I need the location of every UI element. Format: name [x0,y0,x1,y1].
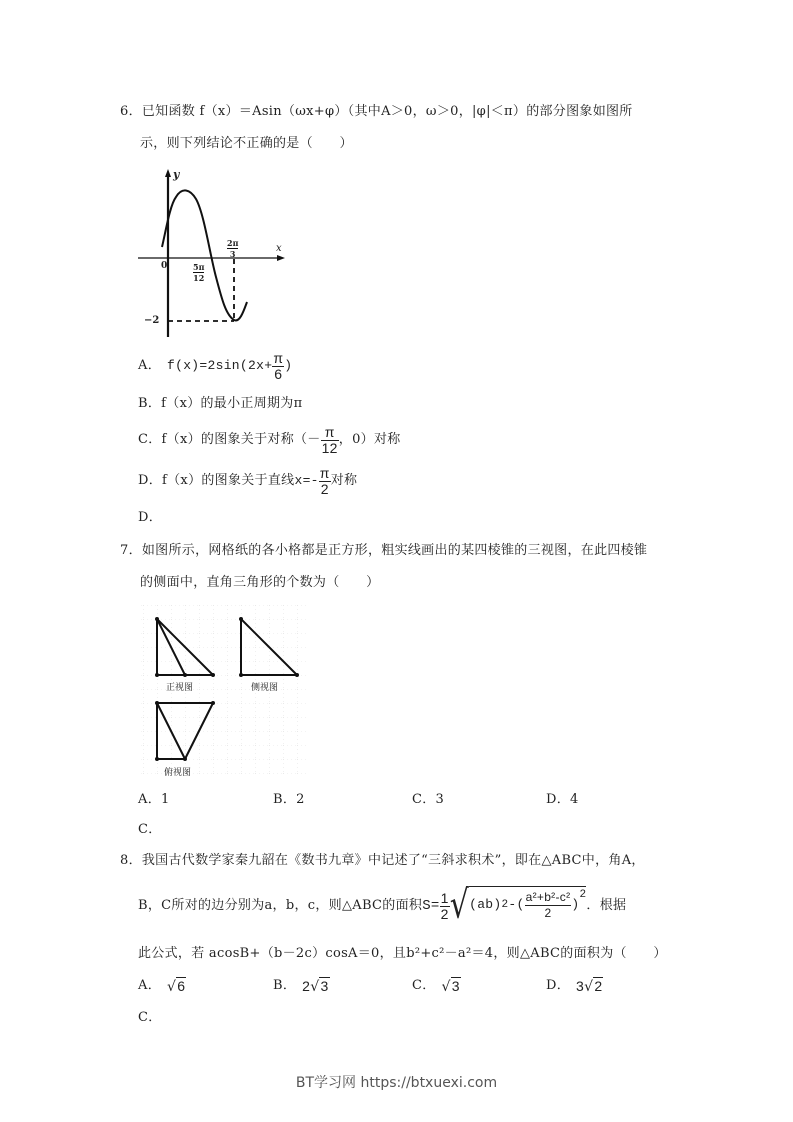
fraction-one-half: $\frac{1}{2}$ [440,889,449,922]
option-label: A． [138,978,161,993]
q6-option-c [138,422,401,458]
q7-option-d: D．4 [546,792,579,807]
close-paren: ) [571,897,580,912]
q8-option-a [138,977,186,995]
sqrt-expression: √6 [167,978,186,995]
option-label: A． [138,358,161,373]
outer-exponent: 2 [579,889,587,901]
top-view-label: 俯视图 [164,768,192,778]
minus-paren: -( [508,897,525,912]
radical-icon: √ [449,882,470,929]
exponent: 2 [501,899,509,911]
radical-icon: √ [584,979,594,995]
q8-line2-text: B，C所对的边分别为a，b，c，则△ABC的面积 [138,898,423,913]
q7-three-view-figure [138,605,308,780]
q6-sine-graph [130,165,300,340]
side-view-label: 侧视图 [251,683,279,693]
option-a-expression: f(x)=2sin(2x+ [167,358,273,373]
ab-term: (ab) [469,897,502,912]
q8-stem-line1: 8．我国古代数学家秦九韶在《数书九章》中记述了“三斜求积术”，即在△ABC中，角A， [120,853,645,868]
q6-stem-line1: 6．已知函数 f（x）＝Asin（ωx+φ）（其中A＞0，ω＞0，|φ|＜π）的部分图象如图所 [120,104,633,119]
x-axis-label: x [276,243,282,254]
radical-icon: √ [441,979,451,995]
sqrt-expression: √3 [441,978,460,995]
option-label: D． [546,978,571,993]
q7-option-c: C．3 [412,792,445,807]
option-label: B． [273,978,297,993]
q7-option-a: A．1 [138,792,170,807]
q8-option-c [412,977,461,995]
q6-answer: D． [138,510,163,525]
q7-option-b: B．2 [273,792,305,807]
formula-s: S= [422,898,440,914]
q8-option-b [273,977,330,995]
footer-watermark: BT学习网 https://btxuexi.com [295,1075,498,1091]
radical-icon: √ [167,979,177,995]
q6-stem-line2: 示，则下列结论不正确的是（ ） [140,136,353,151]
option-d-suffix: 对称 [330,473,358,488]
option-d-text: D．f（x）的图象关于直线 [138,473,295,488]
close-paren: ) [284,358,293,373]
q8-option-d [546,977,603,995]
option-c-suffix: ，0）对称 [338,432,401,447]
tick-2pi-3: 2π 3 [227,238,239,259]
q8-stem-line3: 此公式，若 acosB+（b－2c）cosA＝0，且b²+c²－a²＝4，则△ABC的面积为（ ） [138,946,667,961]
fraction-pi-12: $\frac{\pi}{12}$ [321,423,338,456]
q6-option-a [138,348,292,384]
fraction-pi-6: $\frac{\pi}{6}$ [273,349,284,382]
option-label: C． [412,978,436,993]
origin-label: 0 [161,261,168,271]
option-c-text: C．f（x）的图象关于对称（－ [138,432,321,447]
q7-stem-line1: 7．如图所示，网格纸的各小格都是正方形，粗实线画出的某四棱锥的三视图，在此四棱锥 [120,543,648,558]
sqrt-expression: 3√2 [576,978,603,995]
radical-icon: √ [310,979,320,995]
option-d-expression: x=- [294,473,319,488]
q7-answer: C． [138,822,162,837]
sqrt-expression: 2√3 [302,978,329,995]
q8-stem-line2 [138,883,626,929]
q6-option-b: B．f（x）的最小正周期为π [138,396,303,411]
q8-answer: C． [138,1010,162,1025]
fraction-pi-2: $\frac{\pi}{2}$ [319,464,330,497]
tick-5pi-12: 5π 12 [193,262,205,283]
y-axis-label: y [173,168,180,181]
min-value-label: −2 [144,315,160,326]
q8-line2-suffix: ．根据 [586,898,627,913]
q6-option-d [138,463,357,499]
q7-stem-line2: 的侧面中，直角三角形的个数为（ ） [140,575,380,590]
radicand [469,886,586,921]
front-view-label: 正视图 [166,683,194,693]
fraction-inner: $\frac{\text{a²+b²-c²}}{2}$ [525,889,571,920]
